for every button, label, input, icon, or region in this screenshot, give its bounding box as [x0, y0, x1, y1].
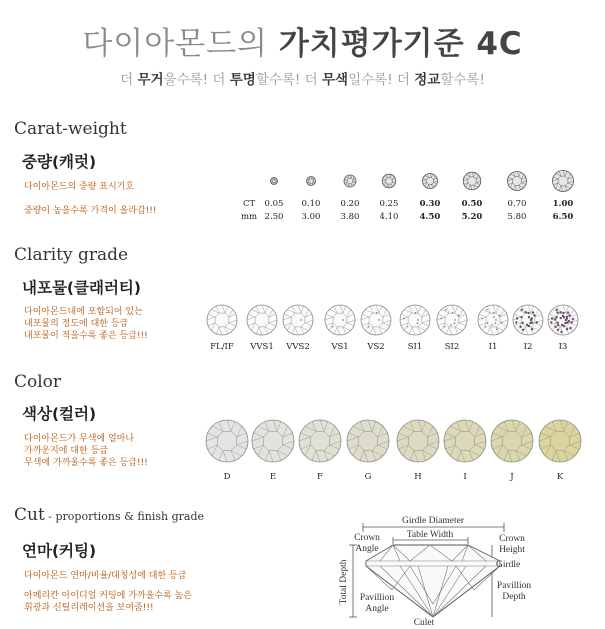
ct-value: 0.50	[461, 199, 483, 209]
cut-section-title-ko: 연마(커팅)	[22, 542, 97, 560]
ct-value: 0.25	[379, 199, 399, 209]
clarity-grade-label: I2	[523, 342, 533, 352]
color-desc-line: 무색에 가까울수록 좋은 등급!!!	[24, 458, 148, 468]
mm-value: 5.80	[507, 212, 527, 222]
pavilion-depth-label-1: Pavillion	[496, 581, 532, 591]
pavilion-angle-label-2: Angle	[365, 604, 389, 614]
clarity-grade-label: VS2	[367, 342, 385, 352]
girdle-diameter-label: Girdle Diameter	[402, 516, 464, 526]
girdle-label: Girdle	[496, 560, 521, 570]
mm-value: 2.50	[264, 212, 284, 222]
culet-label: Culet	[413, 618, 435, 628]
crown-height-label-1: Crown	[499, 534, 525, 544]
clarity-desc-line: 내포물이 적을수록 좋은 등급!!!	[24, 331, 148, 341]
mm-value: 3.00	[301, 212, 321, 222]
cut-title-main: Cut	[14, 505, 45, 525]
color-grade-label: K	[556, 472, 564, 482]
subtitle-part: 투명	[229, 72, 256, 88]
ct-value: 0.05	[264, 199, 284, 209]
color-section-title-ko: 색상(컬러)	[22, 405, 97, 423]
mm-value: 5.20	[461, 212, 483, 222]
ct-value: 0.10	[301, 199, 321, 209]
ct-value: 0.20	[340, 199, 360, 209]
subtitle-part: 무색	[321, 72, 349, 88]
table-width-label: Table Width	[406, 530, 454, 540]
cut-title-sub: - proportions & finish grade	[44, 510, 205, 523]
clarity-grade-label: I3	[558, 342, 568, 352]
ct-value: 0.30	[419, 199, 441, 209]
clarity-section-title: Clarity grade	[14, 245, 129, 265]
subtitle-part: 무거	[137, 72, 164, 88]
color-grade-label: E	[269, 472, 277, 482]
carat-description-2: 중량이 높을수록 가격이 올라갑!!!	[24, 206, 157, 216]
subtitle-part: 울수록! 더	[163, 72, 230, 88]
ct-value: 1.00	[552, 199, 574, 209]
cut-desc-line: 휘광과 신틸리레이션을 보여줌!!!	[24, 603, 154, 613]
color-section-title: Color	[14, 372, 62, 392]
color-desc-line: 가까운지에 대한 등급	[24, 446, 108, 456]
crown-angle-label-1: Crown	[354, 533, 380, 543]
crown-angle-label-2: Angle	[355, 544, 379, 554]
mm-label: mm	[241, 212, 258, 222]
pavilion-angle-label-1: Pavillion	[359, 593, 395, 603]
clarity-grade-label: VVS2	[286, 342, 310, 352]
cut-desc-line: 다이아몬드 연마/비율/대칭성에 대한 등급	[24, 571, 187, 581]
color-grade-label: H	[414, 472, 422, 482]
clarity-grade-label: FL/IF	[210, 342, 234, 352]
crown-height-label-2: Height	[499, 545, 525, 555]
carat-section-title: Carat-weight	[14, 119, 127, 139]
clarity-grade-label: VVS1	[250, 342, 274, 352]
clarity-desc-line: 다이아몬드내에 포함되어 있는	[24, 307, 143, 317]
clarity-grade-label: VS1	[331, 342, 349, 352]
mm-value: 4.50	[419, 212, 441, 222]
clarity-grade-label: SI2	[444, 342, 460, 352]
color-desc-line: 다이아몬드가 무색에 얼마나	[24, 434, 135, 444]
color-grade-label: J	[510, 472, 514, 482]
subtitle-part: 더	[120, 72, 138, 88]
mm-value: 6.50	[552, 212, 574, 222]
subtitle-part: 정교	[414, 72, 441, 88]
cut-desc-line: 아메리칸 아이디얼 커팅에 가까울수록 높은	[24, 591, 192, 601]
title-bold: 가치평가기준 4C	[278, 26, 523, 62]
mm-value: 3.80	[340, 212, 360, 222]
subtitle-part: 할수록! 더	[255, 72, 322, 88]
clarity-desc-line: 내포물의 정도에 대한 등급	[24, 319, 129, 329]
ct-label: CT	[243, 199, 256, 209]
clarity-grade-label: SI1	[407, 342, 423, 352]
clarity-grade-label: I1	[488, 342, 498, 352]
subtitle-part: 일수록! 더	[348, 72, 415, 88]
color-grade-label: I	[463, 472, 467, 482]
color-grade-label: F	[317, 472, 323, 482]
subtitle-part: 할수록!	[440, 72, 485, 88]
color-grade-label: G	[364, 472, 372, 482]
color-grade-label: D	[223, 472, 231, 482]
carat-section-title-ko: 중량(캐럿)	[22, 153, 97, 171]
total-depth-label: Total Depth	[339, 559, 349, 605]
ct-value: 0.70	[507, 199, 527, 209]
title-light: 다이아몬드의	[82, 26, 279, 62]
mm-value: 4.10	[379, 212, 399, 222]
carat-description-1: 다이아몬드의 중량 표시기호	[24, 182, 135, 192]
clarity-section-title-ko: 내포물(클래러티)	[22, 279, 141, 297]
pavilion-depth-label-2: Depth	[502, 592, 526, 602]
